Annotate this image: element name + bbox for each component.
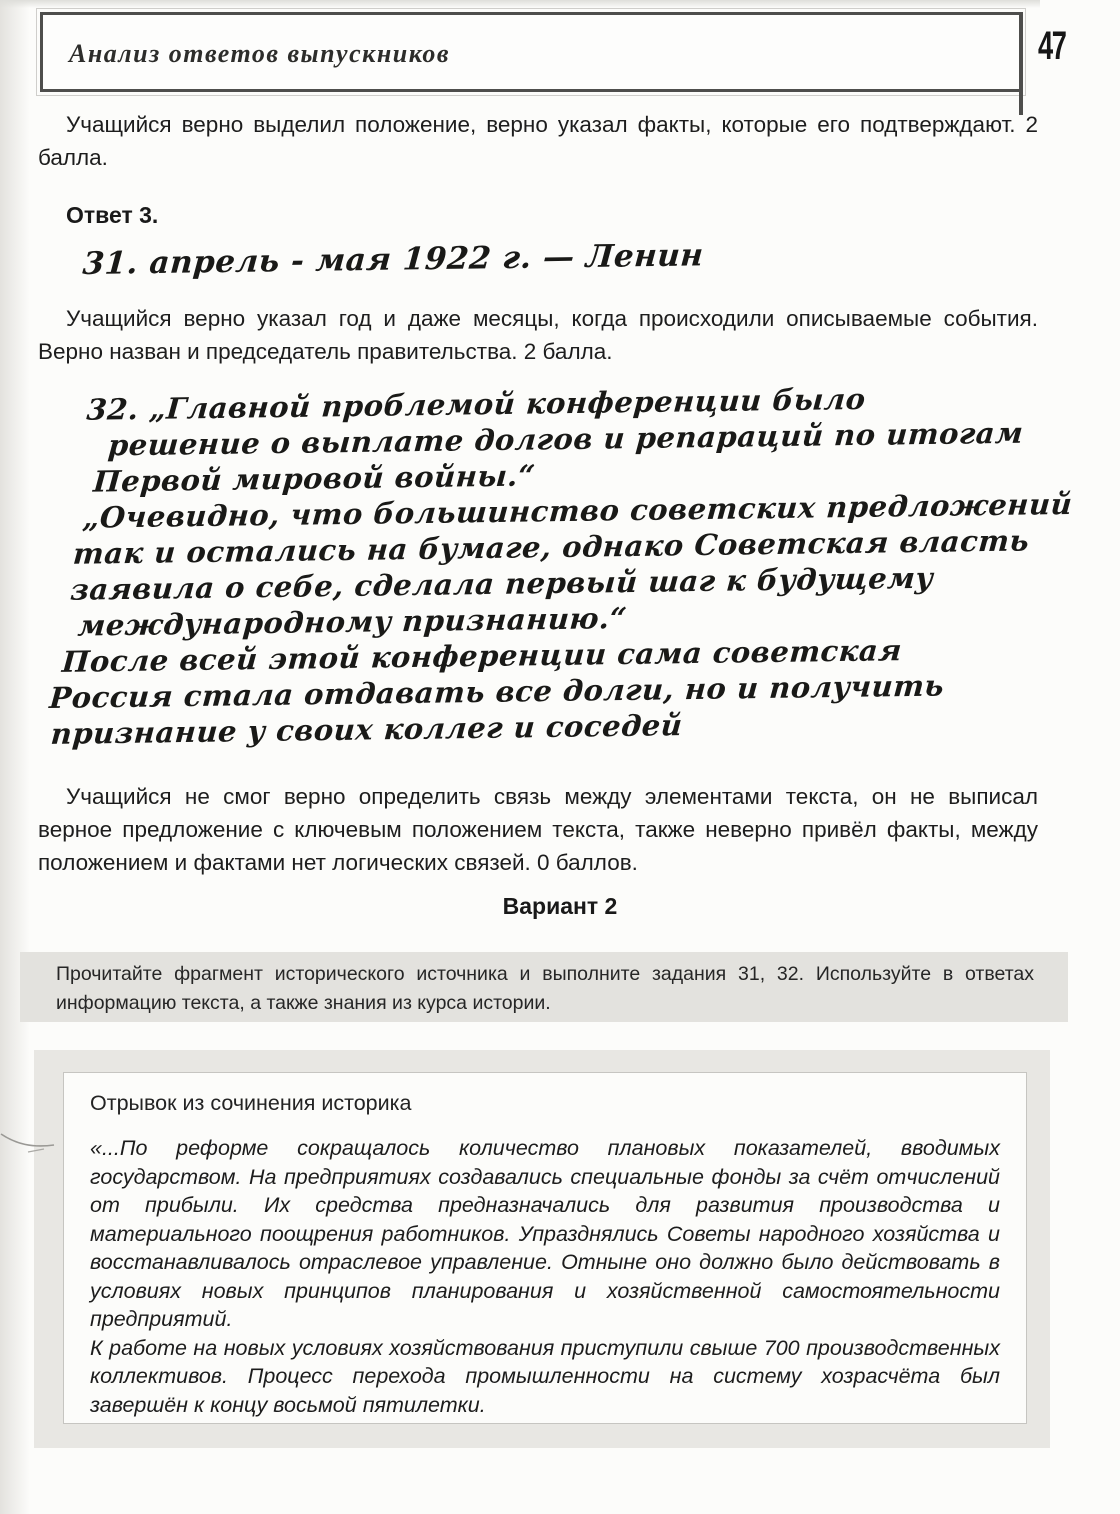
excerpt-title: Отрывок из сочинения историка: [90, 1091, 412, 1115]
handwritten-line: заявила о себе, сделала первый шаг к будущему: [69, 560, 935, 607]
excerpt-paragraph-2: К работе на новых условиях хозяйствования приступили свыше 700 производственных коллективов. Процесс перехода промышленности на систему хозрасчёта был завершён к концу восьмой пятилетки.: [90, 1335, 1000, 1417]
handwritten-line: После всей этой конференции сама советская: [60, 633, 904, 679]
excerpt-body: [90, 1134, 1000, 1419]
answer-3-heading: Ответ 3.: [66, 202, 159, 228]
task-instruction-text: Прочитайте фрагмент исторического источника и выполните задания 31, 32. Используйте в ответах информацию текста, а также знания из курса истории.: [56, 963, 1034, 1014]
historian-excerpt-panel: [34, 1050, 1050, 1448]
pen-mark-artifact: [0, 1118, 60, 1168]
running-header-box: [40, 12, 1022, 92]
header-right-rule: [1019, 12, 1023, 115]
page-number: 47: [1038, 24, 1066, 68]
analysis-paragraph-3: Учащийся не смог верно определить связь между элементами текста, он не выписал верное предложение с ключевым положением текста, также неверно привёл факты, между положением и фактами нет логических связей. 0 баллов.: [38, 784, 1038, 875]
handwritten-line: так и остались на бумаге, однако Советская власть: [71, 523, 1031, 571]
handwritten-line: международному признанию.“: [76, 600, 629, 643]
handwritten-line: Первой мировой войны.“: [92, 458, 537, 499]
handwritten-line: решение о выплате долгов и репараций по итогам: [106, 415, 1025, 463]
handwritten-line: „Очевидно, что большинство советских предложений: [81, 486, 1074, 535]
handwritten-line: Россия стала отдавать все долги, но и получить: [48, 668, 946, 715]
handwritten-answer-32: [46, 378, 1082, 752]
scan-edge-shadow-left: [0, 0, 30, 1514]
task-instruction-box: [20, 952, 1068, 1022]
analysis-paragraph-2: Учащийся верно указал год и даже месяцы, когда происходили описываемые события. Верно назван и председатель правительства. 2 балла.: [38, 306, 1038, 364]
handwritten-answer-31: 31. апрель - мая 1922 г. — Ленин: [81, 237, 705, 282]
scan-edge-shadow-top: [0, 0, 1040, 8]
handwritten-line: 32. „Главной проблемой конференции было: [85, 381, 867, 427]
historian-excerpt-card: [63, 1072, 1027, 1424]
running-header-title: Анализ ответов выпускников: [69, 39, 451, 68]
excerpt-paragraph-1: «...По реформе сокращалось количество плановых показателей, вводимых государством. На предприятиях создавались специальные фонды за счёт отчислений от прибыли. Их средства предназначались для развития производства и материального поощрения работников. Упразднялись Советы народного хозяйства и восстанавливалось отраслевое управление. Отныне оно должно было действовать в условиях новых принципов планирования и хозяйственной самостоятельности предприятий.: [90, 1136, 1000, 1331]
variant-2-heading: Вариант 2: [502, 893, 618, 919]
handwritten-line: признание у своих коллег и соседей: [49, 708, 684, 751]
analysis-paragraph-1: Учащийся верно выделил положение, верно указал факты, которые его подтверждают. 2 балла.: [38, 112, 1038, 170]
